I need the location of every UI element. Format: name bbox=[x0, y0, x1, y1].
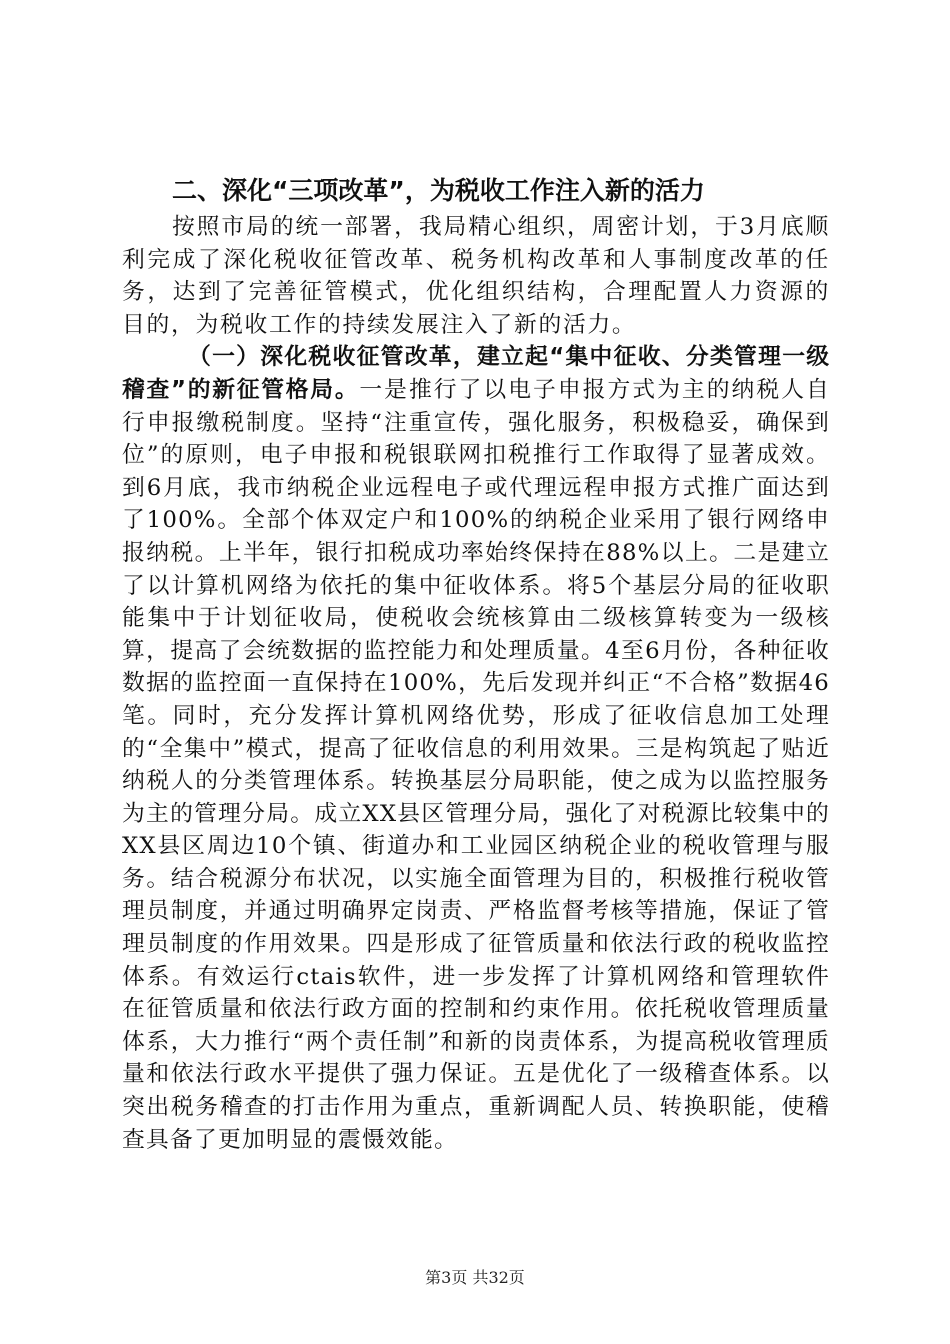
subsection-paragraph bbox=[122, 341, 830, 1156]
document-body bbox=[122, 171, 830, 1156]
subsection-heading: （一）深化税收征管改革，建立起“集中征收、分类管理一级稽查”的新征管格局。 bbox=[122, 344, 830, 403]
subsection-body: 一是推行了以电子申报方式为主的纳税人自行申报缴税制度。坚持“注重宣传，强化服务，积极稳妥，确保到位”的原则，电子申报和税银联网扣税推行工作取得了显著成效。到6月底，我市纳税企业远程电子或代理远程申报方式推广面达到了100%。全部个体双定户和100%的纳税企业采用了银行网络申报纳税。上半年，银行扣税成功率始终保持在88%以上。二是建立了以计算机网络为依托的集中征收体系。将5个基层分局的征收职能集中于计划征收局，使税收会统核算由二级核算转变为一级核算，提高了会统数据的监控能力和处理质量。4至6月份，各种征收数据的监控面一直保持在100%，先后发现并纠正“不合格”数据46笔。同时，充分发挥计算机网络优势，形成了征收信息加工处理的“全集中”模式，提高了征收信息的利用效果。三是构筑起了贴近纳税人的分类管理体系。转换基层分局职能，使之成为以监控服务为主的管理分局。成立XX县区管理分局，强化了对税源比较集中的XX县区周边10个镇、街道办和工业园区纳税企业的税收管理与服务。结合税源分布状况，以实施全面管理为目的，积极推行税收管理员制度，并通过明确界定岗责、严格监督考核等措施，保证了管理员制度的作用效果。四是形成了征管质量和依法行政的税收监控体系。有效运行ctais软件，进一步发挥了计算机网络和管理软件在征管质量和依法行政方面的控制和约束作用。依托税收管理质量体系，大力推行“两个责任制”和新的岗责体系，为提高税收管理质量和依法行政水平提供了强力保证。五是优化了一级稽查体系。以突出税务稽查的打击作用为重点，重新调配人员、转换职能，使稽查具备了更加明显的震慑效能。 bbox=[122, 376, 830, 1153]
intro-paragraph: 按照市局的统一部署，我局精心组织，周密计划，于3月底顺利完成了深化税收征管改革、税务机构改革和人事制度改革的任务，达到了完善征管模式，优化组织结构，合理配置人力资源的目的，为税收工作的持续发展注入了新的活力。 bbox=[122, 214, 830, 338]
section-heading: 二、深化“三项改革”，为税收工作注入新的活力 bbox=[172, 176, 705, 205]
page-footer: 第3页 共32页 bbox=[425, 1268, 525, 1287]
